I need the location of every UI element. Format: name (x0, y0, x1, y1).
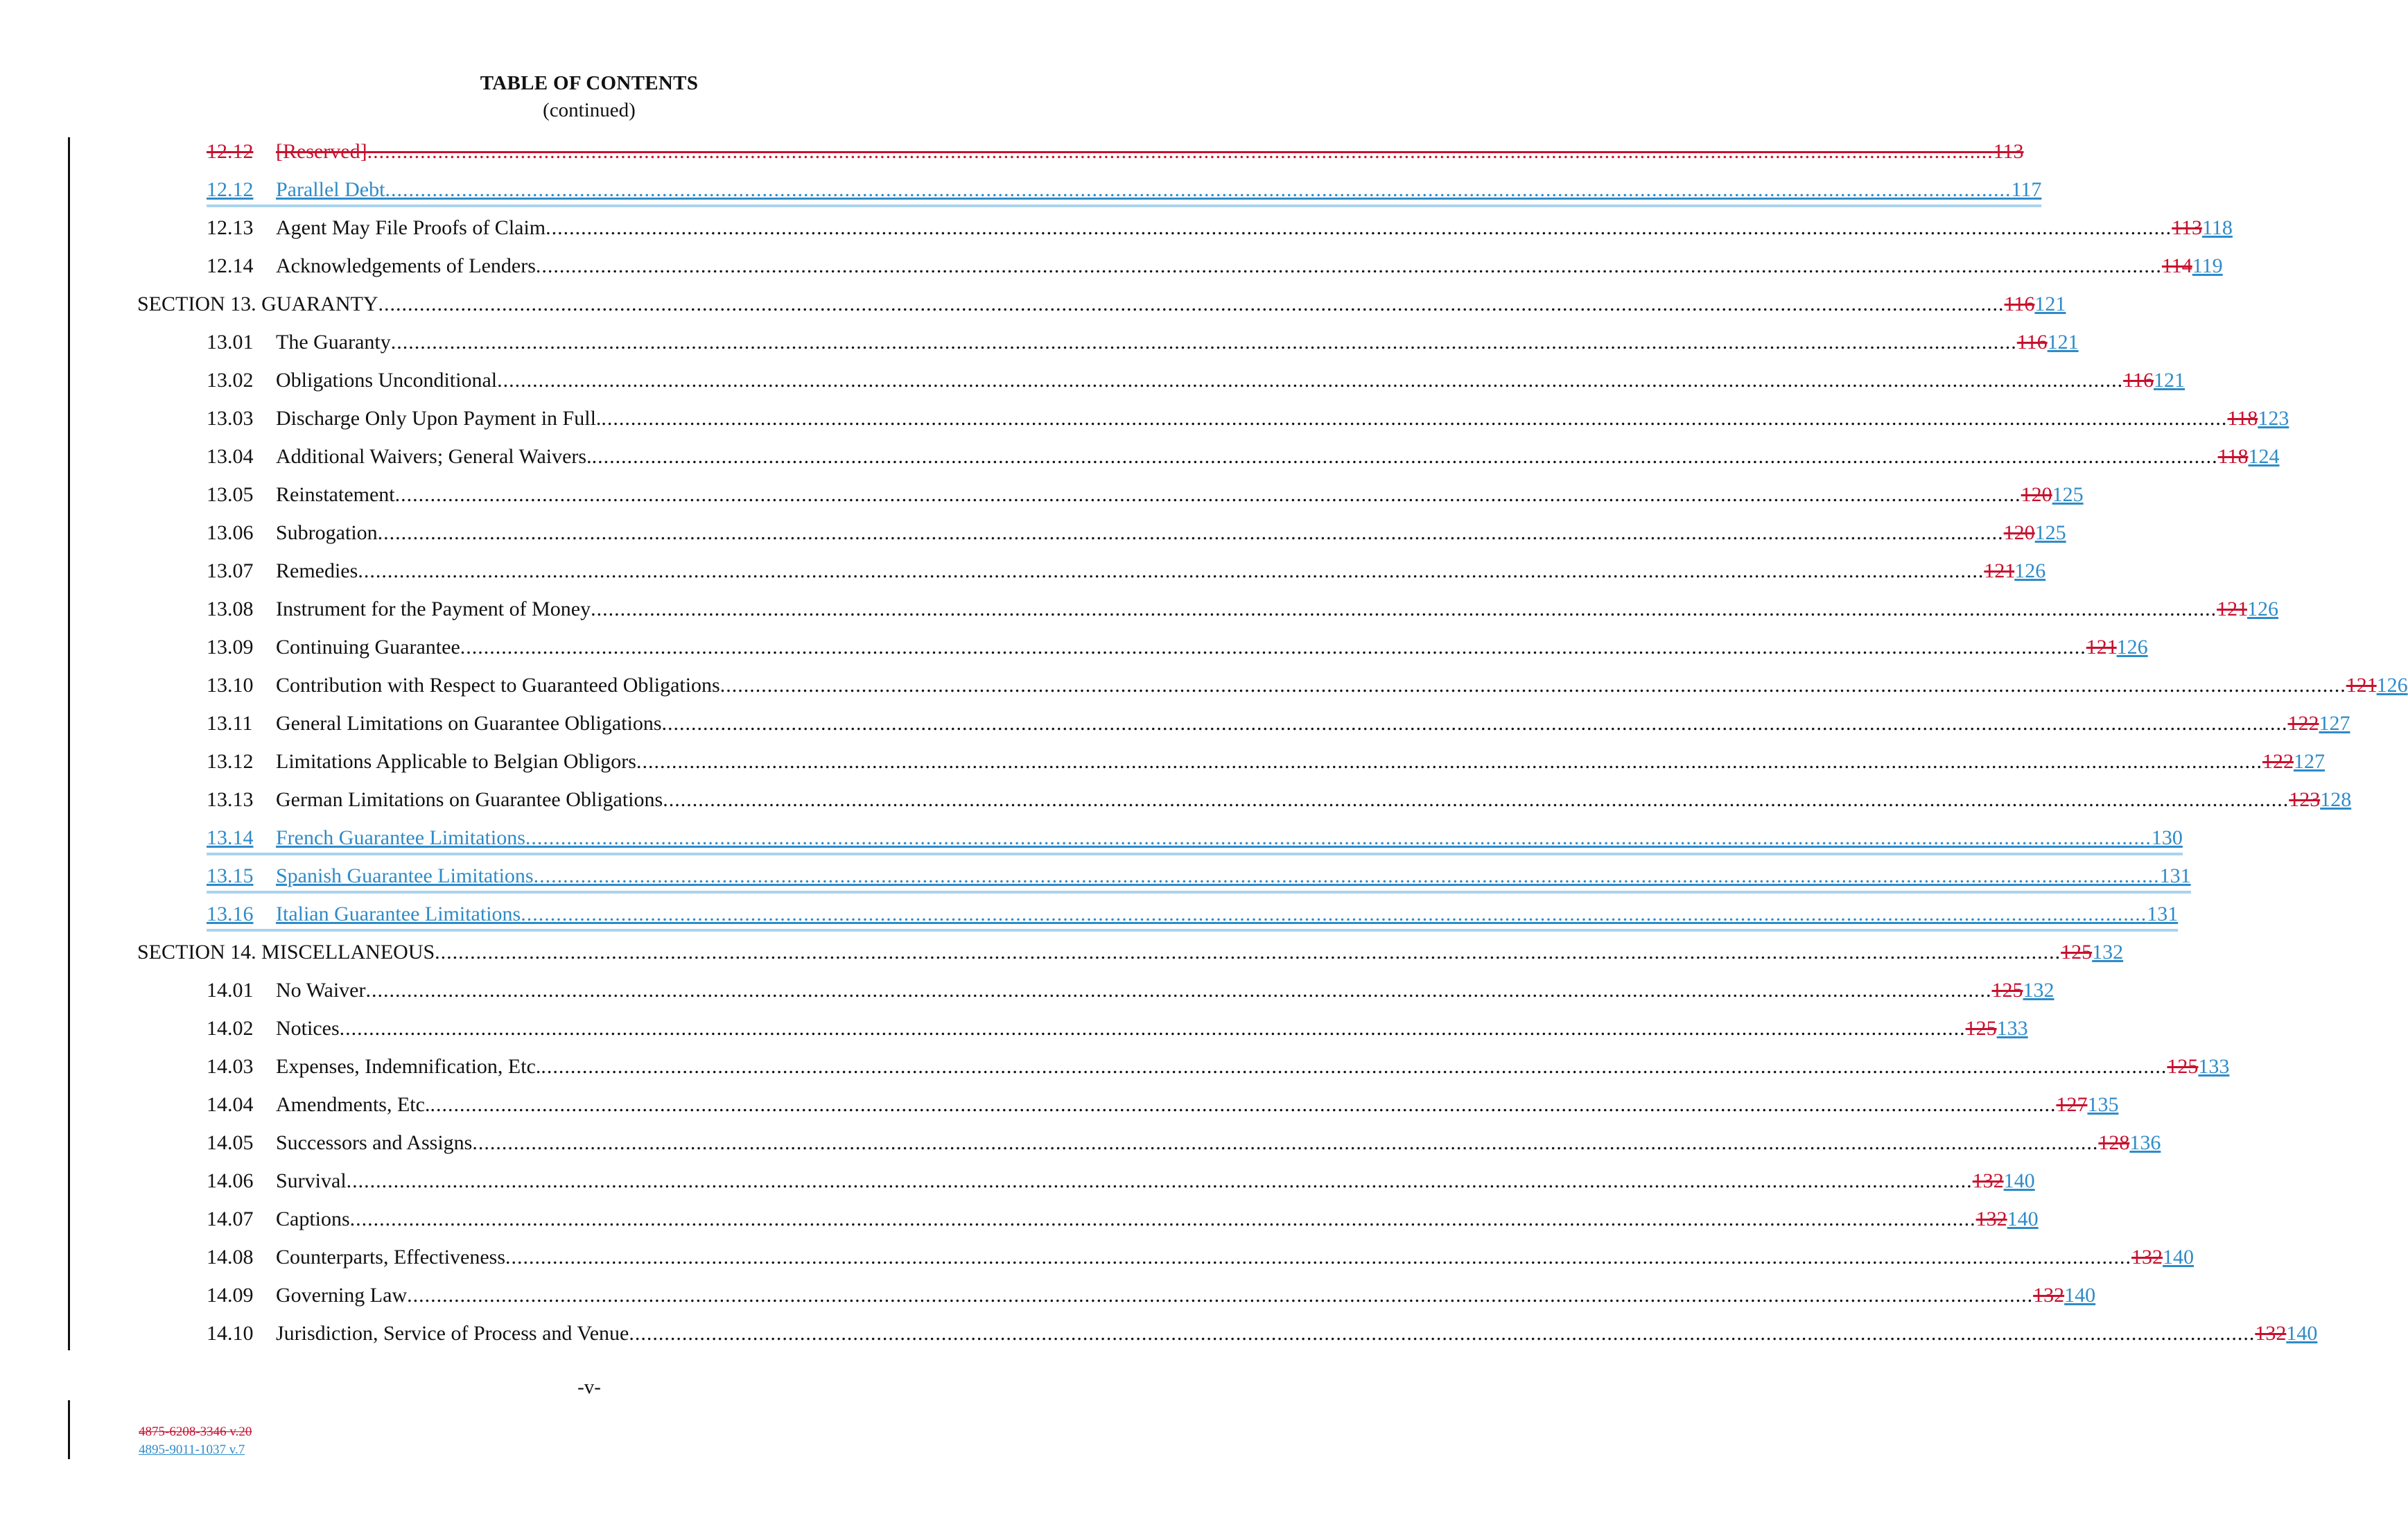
dot-leader (601, 403, 2227, 434)
toc-entry-body (207, 1166, 2035, 1196)
dot-leader (347, 1166, 1973, 1196)
toc-entry-body (207, 327, 2079, 358)
toc-entry-row[interactable] (137, 1128, 2161, 1166)
page-number-inserted[interactable]: 121 (2034, 293, 2066, 315)
dot-leader (521, 899, 2147, 929)
toc-entry-row[interactable] (137, 708, 2350, 747)
dot-leader (592, 442, 2218, 472)
toc-entry-number: 13.13 (207, 788, 254, 811)
toc-entry-label: Jurisdiction, Service of Process and Venue (276, 1322, 629, 1345)
toc-entry-label: Contribution with Respect to Guaranteed Obligations (276, 674, 720, 697)
toc-entry-row[interactable] (137, 480, 2084, 518)
toc-entry-body (207, 175, 2041, 207)
page-number-deleted: 128 (2098, 1131, 2130, 1154)
page-number-deleted: 114 (2161, 254, 2192, 277)
toc-entry-body (207, 594, 2278, 625)
toc-entry-label: German Limitations on Guarantee Obligations (276, 788, 663, 811)
toc-entry-row[interactable] (137, 518, 2066, 556)
page-number-deleted: 132 (1972, 1169, 2004, 1192)
toc-page-refs (2131, 1242, 2194, 1273)
page-number-deleted: 121 (1984, 559, 2015, 582)
page-number-deleted: 125 (1991, 979, 2023, 1002)
toc-entry-body (207, 899, 2178, 932)
toc-entry-row[interactable] (137, 1204, 2039, 1242)
toc-page-refs (2086, 632, 2148, 663)
toc-entry-body (207, 823, 2183, 855)
dot-leader (629, 1318, 2255, 1349)
dot-leader (591, 594, 2217, 625)
toc-page-refs (1992, 975, 2054, 1006)
toc-entry-number: 12.12 (207, 178, 254, 201)
toc-entry-label: Continuing Guarantee (276, 636, 460, 659)
toc-entry-row[interactable] (137, 1166, 2035, 1204)
page-number-inserted[interactable]: 133 (1996, 1017, 2028, 1040)
toc-entry-number: 14.02 (207, 1017, 254, 1040)
toc-page-refs (1993, 137, 2024, 167)
toc-entry-row[interactable] (137, 327, 2079, 365)
toc-section-row[interactable] (137, 937, 2124, 975)
toc-entry-label: Expenses, Indemnification, Etc. (276, 1055, 541, 1078)
page-number-inserted[interactable]: 136 (2129, 1131, 2161, 1154)
toc-entry-number: 12.14 (207, 254, 254, 277)
page-number-deleted: 118 (2227, 407, 2258, 430)
page-number-inserted[interactable]: 126 (2116, 636, 2148, 659)
toc-page-refs (2033, 1280, 2095, 1311)
dot-leader (534, 861, 2160, 891)
toc-entry-number: 12.13 (207, 216, 254, 239)
toc-entry-body (207, 213, 2233, 243)
toc-entry-body (207, 1242, 2194, 1273)
toc-entry-number: 13.09 (207, 636, 254, 659)
toc-entry-body (137, 937, 2123, 968)
toc-entry-label: SECTION 13. GUARANTY (137, 293, 378, 315)
toc-entry-row[interactable] (137, 632, 2148, 670)
page-number-inserted[interactable]: 125 (2034, 521, 2066, 544)
toc-entry-row[interactable] (137, 785, 2352, 823)
dot-leader (525, 823, 2152, 853)
page-number-deleted: 132 (2033, 1284, 2065, 1307)
toc-entry-number: 14.03 (207, 1055, 254, 1078)
toc-entry-body (207, 632, 2148, 663)
page-number-inserted[interactable]: 126 (2014, 559, 2046, 582)
toc-page-refs (1966, 1013, 2028, 1044)
dot-leader (367, 137, 1993, 167)
page-number-deleted: 132 (2255, 1322, 2287, 1345)
toc-entry-label: Instrument for the Payment of Money (276, 598, 591, 620)
toc-entry-label: Obligations Unconditional (276, 369, 498, 392)
toc-entry-body (207, 251, 2223, 281)
toc-page-refs (1984, 556, 2045, 586)
toc-entry-row[interactable] (137, 861, 2191, 899)
toc-entry-body (207, 1052, 2229, 1082)
page-number-inserted[interactable]: 127 (2293, 750, 2325, 773)
toc-entry-row[interactable] (137, 975, 2054, 1013)
toc-entry-body (207, 403, 2289, 434)
page-number-inserted[interactable]: 123 (2258, 407, 2289, 430)
toc-header (0, 69, 1178, 123)
toc-entry-label: The Guaranty (276, 331, 391, 354)
toc-list (137, 137, 2408, 1357)
toc-page-refs (2061, 937, 2123, 968)
toc-entry-label: Governing Law (276, 1284, 408, 1307)
page-number-deleted: 120 (2003, 521, 2035, 544)
toc-entry-row[interactable] (137, 556, 2046, 594)
toc-entry-number: 13.05 (207, 483, 254, 506)
toc-page-refs (2056, 1090, 2118, 1120)
dot-leader (662, 708, 2288, 739)
toc-entry-body (207, 1090, 2118, 1120)
page-number-inserted[interactable]: 126 (2246, 598, 2278, 620)
page-number-inserted[interactable]: 132 (2092, 941, 2124, 964)
toc-page-refs (2017, 327, 2079, 358)
page-number-deleted: 121 (2086, 636, 2117, 659)
toc-entry-number: 14.10 (207, 1322, 254, 1345)
toc-entry-row[interactable] (137, 403, 2289, 442)
toc-entry-label: Additional Waivers; General Waivers. (276, 445, 592, 468)
toc-entry-number: 13.14 (207, 826, 254, 849)
dot-leader (340, 1013, 1966, 1044)
page-number-deleted: 113 (2172, 216, 2203, 239)
toc-entry-label: Remedies (276, 559, 358, 582)
toc-entry-number: 12.12 (207, 140, 254, 163)
toc-entry-body (207, 1280, 2095, 1311)
toc-entry-row[interactable] (137, 365, 2185, 403)
page-title: TABLE OF CONTENTS (480, 72, 699, 94)
toc-entry-body (207, 747, 2325, 777)
page-number-inserted[interactable]: 126 (2376, 674, 2408, 697)
doc-id-old: 4875-6208-3346 v.20 (139, 1424, 252, 1439)
toc-entry-number: 13.03 (207, 407, 254, 430)
toc-entry-label: Captions (276, 1208, 350, 1230)
toc-entry-number: 14.04 (207, 1093, 254, 1116)
toc-page-refs (2005, 289, 2066, 320)
toc-entry-body (207, 1013, 2028, 1044)
dot-leader (358, 556, 1984, 586)
page-number-inserted[interactable]: 118 (2202, 216, 2233, 239)
toc-entry-body (207, 861, 2191, 894)
toc-entry-body (207, 556, 2045, 586)
toc-entry-row[interactable] (137, 1318, 2318, 1357)
dot-leader (395, 480, 2021, 510)
dot-leader (391, 327, 2017, 358)
page-number-inserted[interactable]: 124 (2248, 445, 2280, 468)
toc-entry-body (207, 480, 2084, 510)
toc-entry-label: General Limitations on Guarantee Obligations (276, 712, 662, 735)
page-number-deleted: 122 (2287, 712, 2319, 735)
toc-entry-body (207, 785, 2351, 815)
dot-leader (460, 632, 2086, 663)
toc-entry-number: 13.16 (207, 903, 254, 925)
toc-entry-label: French Guarantee Limitations (276, 826, 525, 849)
page-number-inserted[interactable]: 130 (2151, 826, 2183, 849)
page-number-deleted: 125 (1965, 1017, 1997, 1040)
change-bar-main (68, 137, 70, 1350)
page-number-inserted[interactable]: 121 (2154, 369, 2185, 392)
toc-entry-label: Agent May File Proofs of Claim (276, 216, 546, 239)
dot-leader (497, 365, 2123, 396)
toc-entry-number: 13.11 (207, 712, 253, 735)
toc-page-refs (2123, 365, 2185, 396)
page-number-deleted: 132 (2131, 1246, 2163, 1269)
toc-page-refs (2262, 747, 2325, 777)
toc-entry-body (207, 670, 2408, 701)
toc-entry-number: 14.09 (207, 1284, 254, 1307)
page-number-deleted: 127 (2056, 1093, 2088, 1116)
toc-page-refs (2147, 899, 2178, 929)
toc-entry-label: Counterparts, Effectiveness (276, 1246, 506, 1269)
toc-entry-body (207, 975, 2054, 1006)
page-number-deleted: 116 (2016, 331, 2048, 354)
page-number-deleted: 121 (2346, 674, 2377, 697)
toc-page-refs (2227, 403, 2289, 434)
dot-leader (378, 518, 2004, 548)
toc-entry-row[interactable] (137, 251, 2223, 289)
toc-entry-number: 14.07 (207, 1208, 254, 1230)
toc-page-refs (2217, 594, 2278, 625)
toc-entry-body (207, 1128, 2161, 1158)
toc-entry-body (207, 708, 2350, 739)
page-number-inserted[interactable]: 119 (2192, 254, 2223, 277)
dot-leader (378, 289, 2005, 320)
dot-leader (366, 975, 1992, 1006)
toc-entry-body (207, 518, 2066, 548)
toc-entry-body (207, 137, 2024, 167)
toc-entry-label: Notices (276, 1017, 340, 1040)
toc-entry-number: 13.15 (207, 864, 254, 887)
toc-page-refs (2218, 442, 2280, 472)
page-number-deleted: 132 (1975, 1208, 2007, 1230)
dot-leader (663, 785, 2289, 815)
page-number-deleted: 121 (2217, 598, 2247, 620)
page-number-inserted[interactable]: 125 (2052, 483, 2084, 506)
toc-page-refs (2011, 175, 2041, 204)
toc-entry-row[interactable] (137, 442, 2280, 480)
toc-entry-number: 13.04 (207, 445, 254, 468)
dot-leader (430, 1090, 2056, 1120)
page-subtitle: (continued) (543, 99, 636, 121)
dot-leader (536, 251, 2162, 281)
dot-leader (407, 1280, 2033, 1311)
toc-entry-number: 14.08 (207, 1246, 254, 1269)
toc-entry-number: 13.02 (207, 369, 254, 392)
toc-entry-number: 13.07 (207, 559, 254, 582)
dot-leader (385, 175, 2011, 204)
page-number-inserted[interactable]: 121 (2047, 331, 2079, 354)
toc-entry-label: Acknowledgements of Lenders (276, 254, 536, 277)
toc-page-refs (2160, 861, 2191, 891)
toc-entry-number: 14.06 (207, 1169, 254, 1192)
toc-entry-number: 13.08 (207, 598, 254, 620)
toc-entry-number: 13.12 (207, 750, 254, 773)
toc-entry-row[interactable] (137, 137, 2024, 175)
dot-leader (541, 1052, 2167, 1082)
page-number-inserted[interactable]: 140 (2286, 1322, 2318, 1345)
toc-page-refs (2098, 1128, 2161, 1158)
page-number-inserted[interactable]: 117 (2011, 178, 2042, 201)
page-number-inserted[interactable]: 135 (2087, 1093, 2119, 1116)
dot-leader (546, 213, 2172, 243)
toc-page-refs (2167, 1052, 2229, 1082)
page-number-deleted: 116 (2123, 369, 2154, 392)
toc-page-refs (2346, 670, 2408, 701)
toc-entry-label: SECTION 14. MISCELLANEOUS (137, 941, 435, 964)
page-number-deleted: 123 (2289, 788, 2321, 811)
toc-entry-body (207, 442, 2280, 472)
page-number-inserted[interactable]: 140 (2003, 1169, 2035, 1192)
toc-page-refs (2152, 823, 2183, 853)
toc-entry-label: Spanish Guarantee Limitations (276, 864, 534, 887)
toc-entry-number: 14.01 (207, 979, 254, 1002)
toc-page-refs (2255, 1318, 2317, 1349)
toc-entry-row[interactable] (137, 175, 2042, 213)
toc-entry-body (207, 1204, 2039, 1235)
toc-section-row[interactable] (137, 289, 2066, 327)
page-number-inserted[interactable]: 131 (2159, 864, 2191, 887)
page-number: -v- (577, 1376, 601, 1398)
toc-entry-label: No Waiver (276, 979, 366, 1002)
dot-leader (472, 1128, 2098, 1158)
dot-leader (720, 670, 2346, 701)
toc-entry-row[interactable] (137, 213, 2233, 251)
toc-entry-label: Amendments, Etc. (276, 1093, 430, 1116)
toc-entry-label: Survival (276, 1169, 347, 1192)
page-number-inserted[interactable]: 133 (2198, 1055, 2230, 1078)
toc-entry-label: Italian Guarantee Limitations (276, 903, 521, 925)
page-number-inserted[interactable]: 140 (2007, 1208, 2039, 1230)
page-number-deleted: 120 (2021, 483, 2052, 506)
toc-entry-body (137, 289, 2066, 320)
page-number-inserted[interactable]: 131 (2147, 903, 2179, 925)
toc-page-refs (2021, 480, 2084, 510)
toc-entry-number: 13.06 (207, 521, 254, 544)
page-number-inserted[interactable]: 140 (2064, 1284, 2096, 1307)
toc-entry-row[interactable] (137, 594, 2278, 632)
toc-page-refs (2289, 785, 2351, 815)
toc-page-refs (1973, 1166, 2035, 1196)
toc-entry-label: [Reserved] (276, 140, 367, 163)
toc-entry-label: Successors and Assigns (276, 1131, 473, 1154)
toc-page-refs (1976, 1204, 2039, 1235)
toc-entry-row[interactable] (137, 670, 2408, 708)
toc-entry-row[interactable] (137, 1242, 2195, 1280)
change-bar-footer (68, 1400, 70, 1459)
toc-entry-row[interactable] (137, 747, 2325, 785)
toc-entry-label: Reinstatement (276, 483, 395, 506)
dot-leader (435, 937, 2061, 968)
page-number-deleted: 125 (2061, 941, 2093, 964)
page-number-deleted: 118 (2217, 445, 2249, 468)
page-number-deleted: 125 (2167, 1055, 2199, 1078)
page-number-inserted[interactable]: 128 (2320, 788, 2352, 811)
doc-id-new: 4895-9011-1037 v.7 (139, 1443, 245, 1457)
page-number-inserted[interactable]: 127 (2319, 712, 2350, 735)
toc-entry-label: Subrogation (276, 521, 378, 544)
toc-entry-body (207, 365, 2185, 396)
dot-leader (505, 1242, 2131, 1273)
toc-entry-number: 14.05 (207, 1131, 254, 1154)
toc-entry-label: Parallel Debt (276, 178, 385, 201)
toc-page-refs (2288, 708, 2350, 739)
toc-entry-number: 13.01 (207, 331, 254, 354)
toc-page-refs (2172, 213, 2233, 243)
page-number-deleted: 122 (2262, 750, 2294, 773)
page-number-deleted: 113 (1993, 140, 2024, 163)
toc-entry-row[interactable] (137, 1052, 2230, 1090)
toc-page-refs (2162, 251, 2223, 281)
page-number-inserted[interactable]: 140 (2163, 1246, 2195, 1269)
toc-entry-row[interactable] (137, 899, 2179, 937)
toc-entry-row[interactable] (137, 1280, 2096, 1318)
dot-leader (350, 1204, 1976, 1235)
toc-entry-body (207, 1318, 2317, 1349)
toc-entry-number: 13.10 (207, 674, 254, 697)
toc-entry-label: Limitations Applicable to Belgian Obligors (276, 750, 636, 773)
toc-entry-row[interactable] (137, 1013, 2028, 1052)
toc-entry-row[interactable] (137, 823, 2183, 861)
dot-leader (636, 747, 2262, 777)
toc-page-refs (2004, 518, 2066, 548)
toc-entry-label: Discharge Only Upon Payment in Full. (276, 407, 602, 430)
toc-entry-row[interactable] (137, 1090, 2119, 1128)
page-number-inserted[interactable]: 132 (2023, 979, 2054, 1002)
page-number-deleted: 116 (2004, 293, 2035, 315)
